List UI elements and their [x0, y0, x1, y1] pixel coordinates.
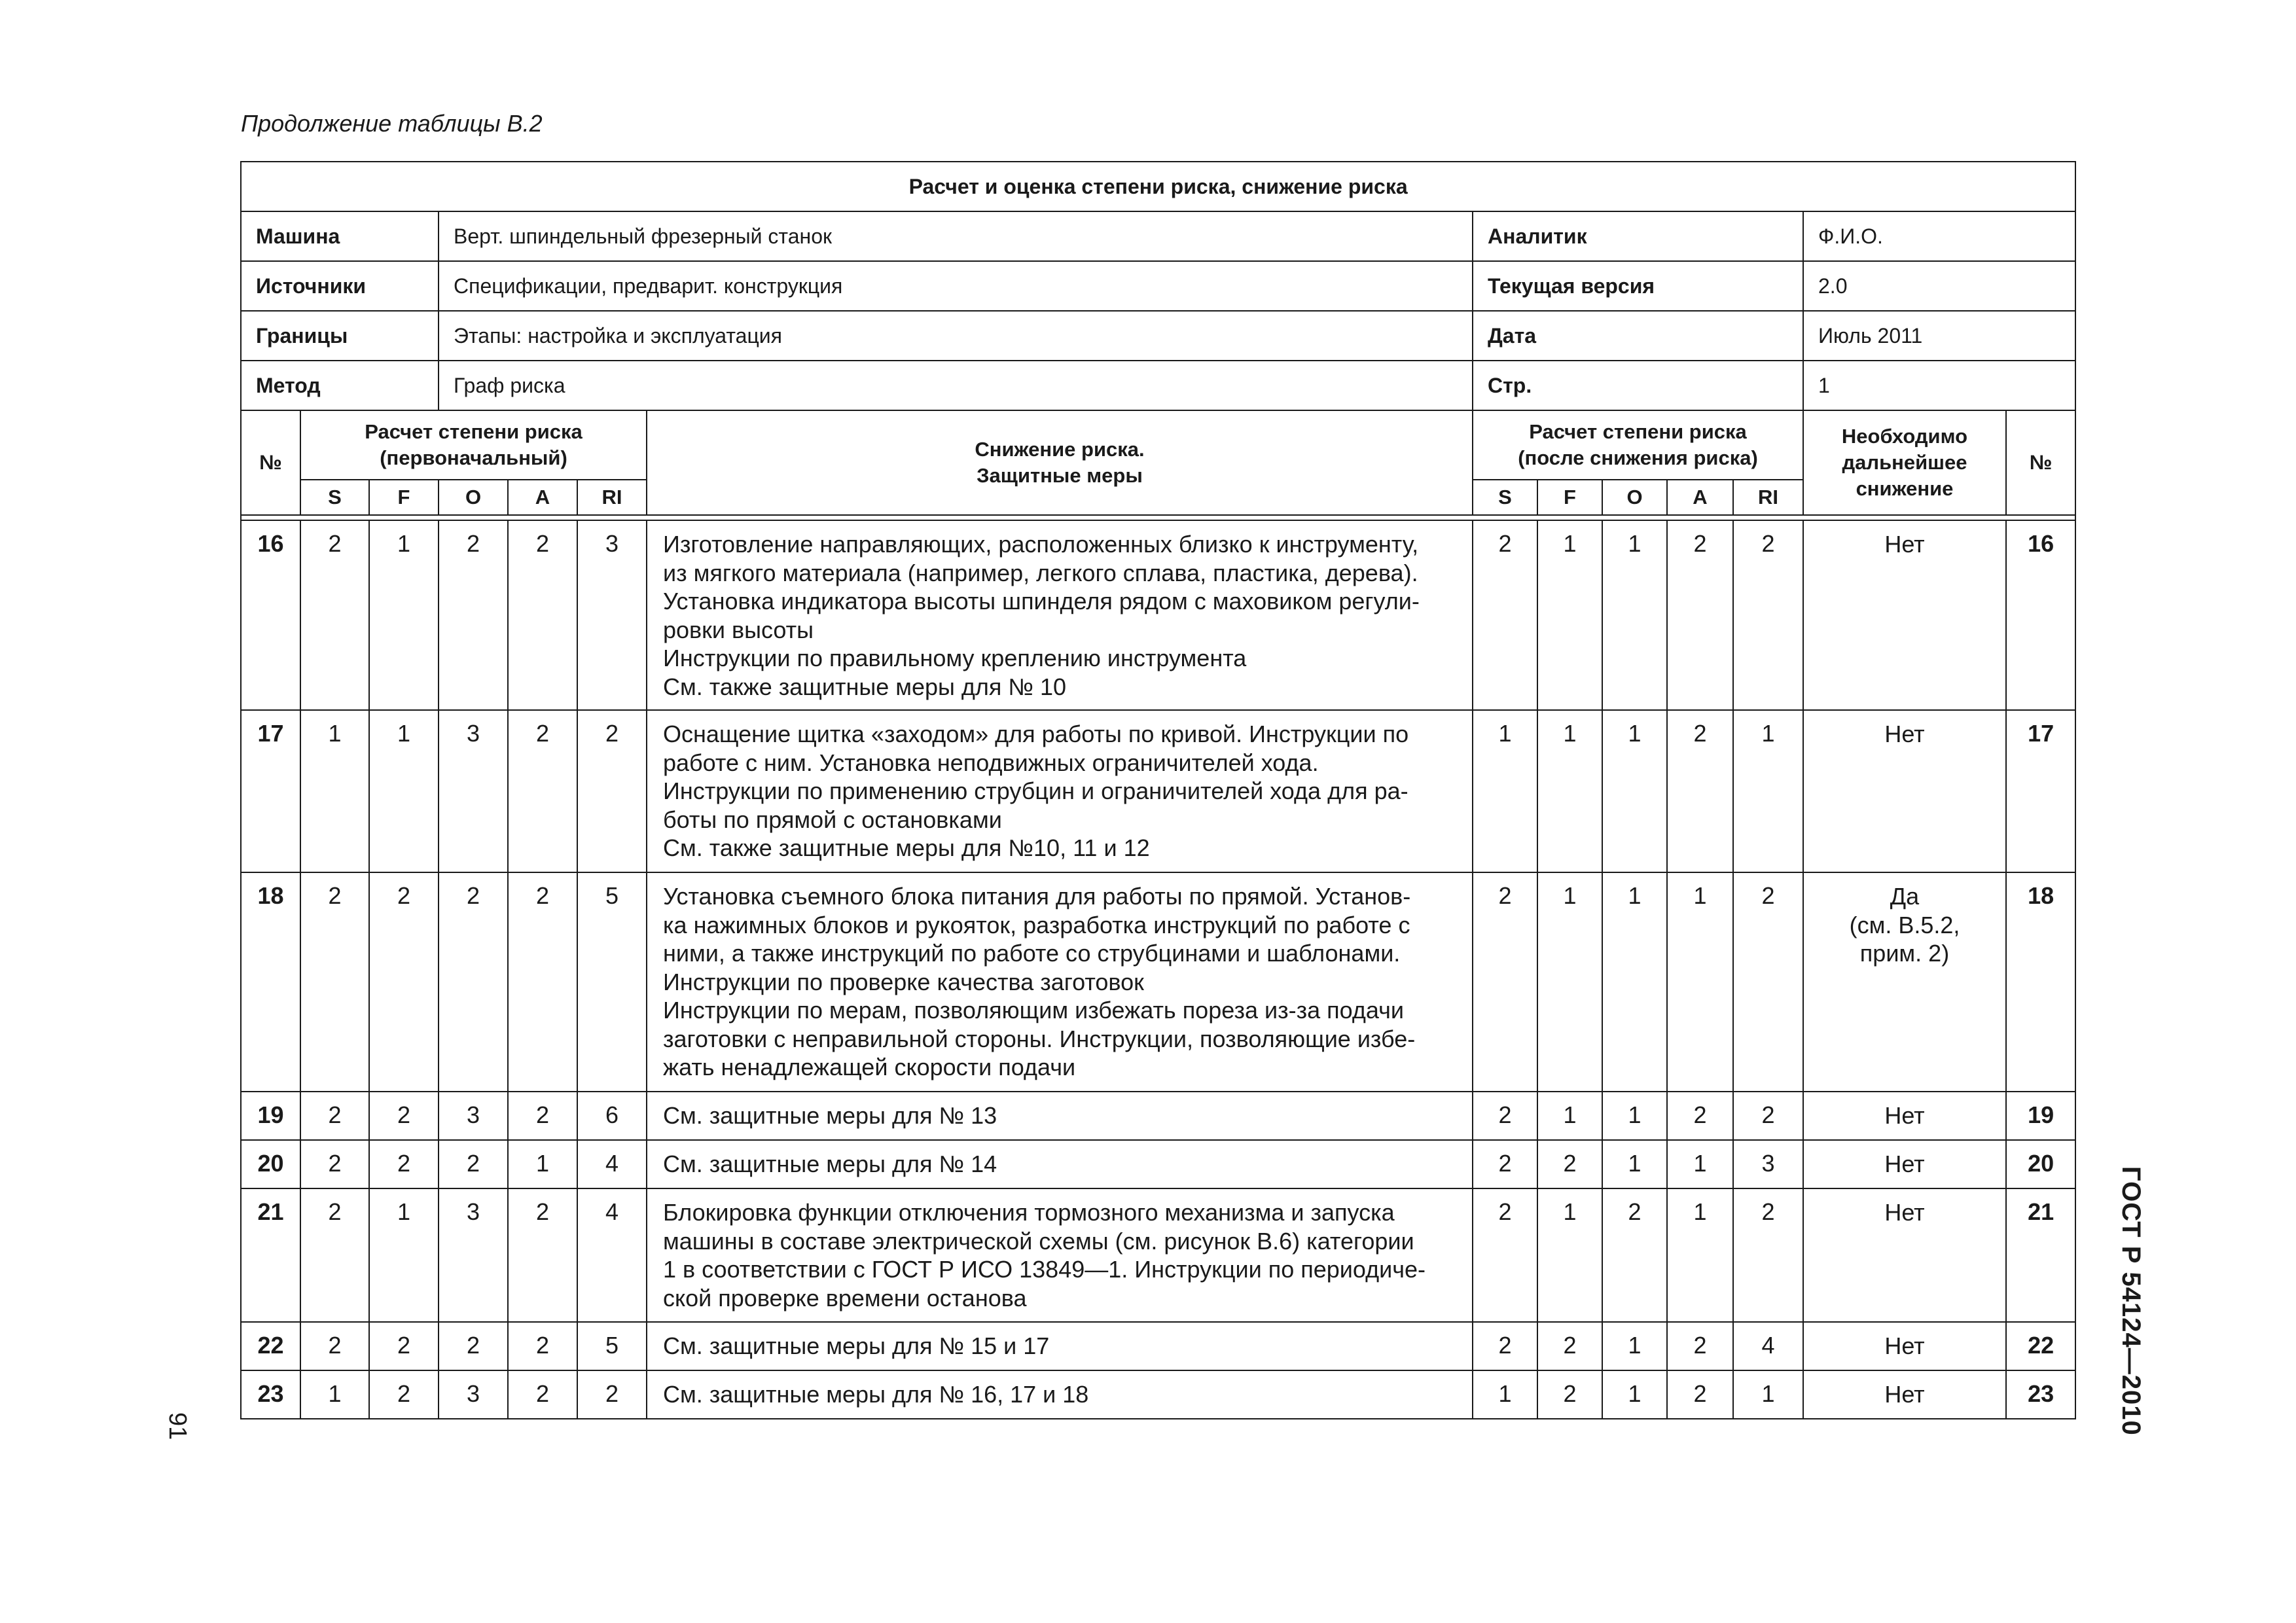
row-number: 19	[241, 1092, 300, 1140]
measure-line: машины в составе электрической схемы (см. рисунок В.6) категории	[663, 1227, 1414, 1255]
measure-line: Инструкции по мерам, позволяющим избежать пореза из-за подачи	[663, 997, 1404, 1024]
cell-s-after: 2	[1473, 1092, 1537, 1140]
header-text: дальнейшее	[1842, 451, 1967, 474]
cell-a-after: 2	[1667, 1370, 1733, 1419]
table-row	[241, 1188, 2075, 1322]
header-no: №	[241, 410, 300, 515]
cell-ri: 4	[577, 1140, 647, 1188]
row-number: 16	[241, 520, 300, 710]
table-caption: Продолжение таблицы В.2	[241, 110, 543, 137]
cell-ri-after: 2	[1733, 1188, 1803, 1322]
info-row-machine	[241, 211, 2075, 261]
risk-rows	[241, 520, 2075, 1419]
cell-o: 3	[439, 1370, 508, 1419]
header-text: снижение	[1856, 477, 1954, 500]
header-initial-risk	[300, 410, 647, 480]
cell-f: 2	[369, 872, 439, 1092]
further-reduction	[1803, 710, 2006, 872]
cell-f-after: 2	[1537, 1322, 1602, 1370]
info-value: Граф риска	[439, 361, 1473, 410]
cell-s: 2	[300, 872, 369, 1092]
cell-s-after: 1	[1473, 710, 1537, 872]
measure-line: См. защитные меры для № 14	[663, 1150, 997, 1177]
cell-o: 2	[439, 1322, 508, 1370]
need-line: (см. В.5.2,	[1849, 911, 1960, 938]
cell-f: 2	[369, 1370, 439, 1419]
protective-measures	[647, 1188, 1473, 1322]
table-row	[241, 1092, 2075, 1140]
cell-ri-after: 2	[1733, 520, 1803, 710]
further-reduction	[1803, 1140, 2006, 1188]
cell-ri: 4	[577, 1188, 647, 1322]
cell-s: 1	[300, 1370, 369, 1419]
info-value: 2.0	[1803, 261, 2075, 311]
header-after-risk	[1473, 410, 1803, 480]
header-text: Расчет степени риска	[365, 420, 583, 443]
cell-a-after: 1	[1667, 1188, 1733, 1322]
cell-f-after: 1	[1537, 710, 1602, 872]
further-reduction	[1803, 1370, 2006, 1419]
header-separator	[241, 515, 2075, 520]
need-line: Нет	[1884, 721, 1925, 747]
cell-f: 1	[369, 520, 439, 710]
info-label: Стр.	[1473, 361, 1803, 410]
table-row	[241, 1322, 2075, 1370]
header-text: Защитные меры	[977, 464, 1143, 487]
measure-line: Установка съемного блока питания для работы по прямой. Установ-	[663, 883, 1411, 910]
cell-o-after: 1	[1602, 710, 1667, 872]
cell-o-after: 1	[1602, 1370, 1667, 1419]
info-row-sources	[241, 261, 2075, 311]
measure-line: ской проверке времени останова	[663, 1284, 1027, 1311]
cell-a: 2	[508, 1092, 577, 1140]
protective-measures	[647, 710, 1473, 872]
cell-f-after: 1	[1537, 1188, 1602, 1322]
cell-o-after: 1	[1602, 1092, 1667, 1140]
need-line: Нет	[1884, 1381, 1925, 1408]
measure-line: 1 в соответствии с ГОСТ Р ИСО 13849—1. Инструкции по периодиче-	[663, 1256, 1426, 1283]
cell-ri: 5	[577, 872, 647, 1092]
page-number: 91	[164, 1412, 191, 1440]
cell-o-after: 1	[1602, 872, 1667, 1092]
row-number: 18	[241, 872, 300, 1092]
header-need-reduction	[1803, 410, 2006, 515]
header-a: A	[508, 480, 577, 515]
measure-line: ка нажимных блоков и рукояток, разработка инструкций по работе с	[663, 911, 1410, 938]
row-number-right: 16	[2006, 520, 2075, 710]
cell-o: 3	[439, 710, 508, 872]
header-f: F	[369, 480, 439, 515]
protective-measures	[647, 1370, 1473, 1419]
info-value: Верт. шпиндельный фрезерный станок	[439, 211, 1473, 261]
measure-line: ровки высоты	[663, 616, 814, 643]
cell-o-after: 1	[1602, 1140, 1667, 1188]
cell-f-after: 1	[1537, 1092, 1602, 1140]
measure-line: См. защитные меры для № 15 и 17	[663, 1332, 1050, 1359]
info-value: Этапы: настройка и эксплуатация	[439, 311, 1473, 361]
info-label: Машина	[241, 211, 439, 261]
cell-f: 2	[369, 1140, 439, 1188]
header-o: O	[1602, 480, 1667, 515]
header-text: (первоначальный)	[380, 446, 567, 469]
need-line: Нет	[1884, 1102, 1925, 1129]
cell-f-after: 1	[1537, 520, 1602, 710]
info-label: Аналитик	[1473, 211, 1803, 261]
measure-line: См. также защитные меры для №10, 11 и 12	[663, 834, 1150, 861]
info-value: Спецификации, предварит. конструкция	[439, 261, 1473, 311]
cell-o-after: 1	[1602, 1322, 1667, 1370]
header-s: S	[1473, 480, 1537, 515]
document-code: ГОСТ Р 54124—2010	[2117, 1166, 2145, 1436]
cell-a-after: 1	[1667, 872, 1733, 1092]
cell-o: 3	[439, 1092, 508, 1140]
further-reduction	[1803, 1092, 2006, 1140]
cell-o-after: 1	[1602, 520, 1667, 710]
measure-line: См. защитные меры для № 13	[663, 1102, 997, 1129]
cell-ri: 2	[577, 1370, 647, 1419]
cell-o-after: 2	[1602, 1188, 1667, 1322]
cell-ri: 2	[577, 710, 647, 872]
need-line: Нет	[1884, 1332, 1925, 1359]
measure-line: Инструкции по проверке качества заготовок	[663, 968, 1144, 995]
cell-s: 2	[300, 1140, 369, 1188]
measure-line: работе с ним. Установка неподвижных ограничителей хода.	[663, 749, 1319, 776]
cell-a: 2	[508, 1370, 577, 1419]
header-a: A	[1667, 480, 1733, 515]
cell-a-after: 2	[1667, 520, 1733, 710]
cell-o: 2	[439, 872, 508, 1092]
cell-ri-after: 2	[1733, 1092, 1803, 1140]
risk-table	[240, 161, 2076, 1419]
measure-line: Инструкции по применению струбцин и ограничителей хода для ра-	[663, 777, 1408, 804]
row-number-right: 21	[2006, 1188, 2075, 1322]
cell-f: 2	[369, 1322, 439, 1370]
cell-a-after: 2	[1667, 710, 1733, 872]
cell-s-after: 2	[1473, 520, 1537, 710]
need-line: прим. 2)	[1859, 940, 1950, 967]
table-row	[241, 710, 2075, 872]
header-text: Снижение риска.	[975, 438, 1145, 461]
row-number-right: 22	[2006, 1322, 2075, 1370]
measure-line: Блокировка функции отключения тормозного механизма и запуска	[663, 1199, 1395, 1226]
protective-measures	[647, 520, 1473, 710]
header-text: Необходимо	[1841, 425, 1968, 448]
row-number: 23	[241, 1370, 300, 1419]
header-f: F	[1537, 480, 1602, 515]
info-value: Ф.И.О.	[1803, 211, 2075, 261]
cell-ri: 3	[577, 520, 647, 710]
need-line: Нет	[1884, 1150, 1925, 1177]
cell-s: 2	[300, 1092, 369, 1140]
further-reduction	[1803, 1188, 2006, 1322]
measure-line: боты по прямой с остановками	[663, 806, 1002, 833]
header-text: Расчет степени риска	[1529, 420, 1747, 443]
cell-a: 2	[508, 520, 577, 710]
cell-a: 2	[508, 1322, 577, 1370]
row-number-right: 23	[2006, 1370, 2075, 1419]
cell-a: 2	[508, 1188, 577, 1322]
cell-a: 2	[508, 710, 577, 872]
further-reduction	[1803, 872, 2006, 1092]
table-title: Расчет и оценка степени риска, снижение риска	[241, 162, 2075, 211]
protective-measures	[647, 1322, 1473, 1370]
cell-f: 1	[369, 1188, 439, 1322]
measure-line: заготовки с неправильной стороны. Инструкции, позволяющие избе-	[663, 1025, 1416, 1052]
row-number-right: 19	[2006, 1092, 2075, 1140]
row-number-right: 18	[2006, 872, 2075, 1092]
info-label: Границы	[241, 311, 439, 361]
measure-line: См. также защитные меры для № 10	[663, 673, 1067, 700]
header-o: O	[439, 480, 508, 515]
header-ri: RI	[1733, 480, 1803, 515]
further-reduction	[1803, 1322, 2006, 1370]
cell-ri-after: 2	[1733, 872, 1803, 1092]
row-number-right: 17	[2006, 710, 2075, 872]
row-number: 17	[241, 710, 300, 872]
cell-ri: 6	[577, 1092, 647, 1140]
row-number: 21	[241, 1188, 300, 1322]
cell-f: 1	[369, 710, 439, 872]
info-row-limits	[241, 311, 2075, 361]
need-line: Нет	[1884, 531, 1925, 558]
info-label: Дата	[1473, 311, 1803, 361]
cell-a: 2	[508, 872, 577, 1092]
need-line: Да	[1890, 883, 1920, 910]
column-header-row	[241, 410, 2075, 480]
cell-ri: 5	[577, 1322, 647, 1370]
cell-f-after: 1	[1537, 872, 1602, 1092]
cell-s: 2	[300, 520, 369, 710]
measure-line: жать ненадлежащей скорости подачи	[663, 1054, 1076, 1080]
further-reduction	[1803, 520, 2006, 710]
info-row-method	[241, 361, 2075, 410]
cell-s: 2	[300, 1188, 369, 1322]
row-number-right: 20	[2006, 1140, 2075, 1188]
cell-ri-after: 4	[1733, 1322, 1803, 1370]
info-label: Текущая версия	[1473, 261, 1803, 311]
header-ri: RI	[577, 480, 647, 515]
cell-ri-after: 3	[1733, 1140, 1803, 1188]
cell-a-after: 1	[1667, 1140, 1733, 1188]
need-line: Нет	[1884, 1199, 1925, 1226]
info-value: 1	[1803, 361, 2075, 410]
cell-f: 2	[369, 1092, 439, 1140]
table-row	[241, 1370, 2075, 1419]
cell-a: 1	[508, 1140, 577, 1188]
cell-a-after: 2	[1667, 1092, 1733, 1140]
cell-s-after: 2	[1473, 1322, 1537, 1370]
cell-o: 3	[439, 1188, 508, 1322]
measure-line: Инструкции по правильному креплению инструмента	[663, 645, 1247, 671]
measure-line: См. защитные меры для № 16, 17 и 18	[663, 1381, 1089, 1408]
measure-line: Изготовление направляющих, расположенных близко к инструменту,	[663, 531, 1419, 558]
header-no-right: №	[2006, 410, 2075, 515]
protective-measures	[647, 1140, 1473, 1188]
measure-line: ними, а также инструкций по работе со струбцинами и шаблонами.	[663, 940, 1401, 967]
protective-measures	[647, 1092, 1473, 1140]
cell-s-after: 2	[1473, 1140, 1537, 1188]
table-row	[241, 1140, 2075, 1188]
measure-line: из мягкого материала (например, легкого сплава, пластика, дерева).	[663, 559, 1418, 586]
cell-o: 2	[439, 520, 508, 710]
cell-a-after: 2	[1667, 1322, 1733, 1370]
cell-ri-after: 1	[1733, 710, 1803, 872]
row-number: 20	[241, 1140, 300, 1188]
cell-s-after: 1	[1473, 1370, 1537, 1419]
table-row	[241, 520, 2075, 710]
header-text: (после снижения риска)	[1518, 446, 1758, 469]
cell-f-after: 2	[1537, 1370, 1602, 1419]
table-row	[241, 872, 2075, 1092]
protective-measures	[647, 872, 1473, 1092]
cell-ri-after: 1	[1733, 1370, 1803, 1419]
row-number: 22	[241, 1322, 300, 1370]
measure-line: Оснащение щитка «заходом» для работы по кривой. Инструкции по	[663, 721, 1409, 747]
info-label: Источники	[241, 261, 439, 311]
cell-s-after: 2	[1473, 872, 1537, 1092]
cell-o: 2	[439, 1140, 508, 1188]
header-measures	[647, 410, 1473, 515]
cell-f-after: 2	[1537, 1140, 1602, 1188]
header-s: S	[300, 480, 369, 515]
info-value: Июль 2011	[1803, 311, 2075, 361]
cell-s: 2	[300, 1322, 369, 1370]
cell-s-after: 2	[1473, 1188, 1537, 1322]
info-label: Метод	[241, 361, 439, 410]
cell-s: 1	[300, 710, 369, 872]
measure-line: Установка индикатора высоты шпинделя рядом с маховиком регули-	[663, 588, 1420, 615]
